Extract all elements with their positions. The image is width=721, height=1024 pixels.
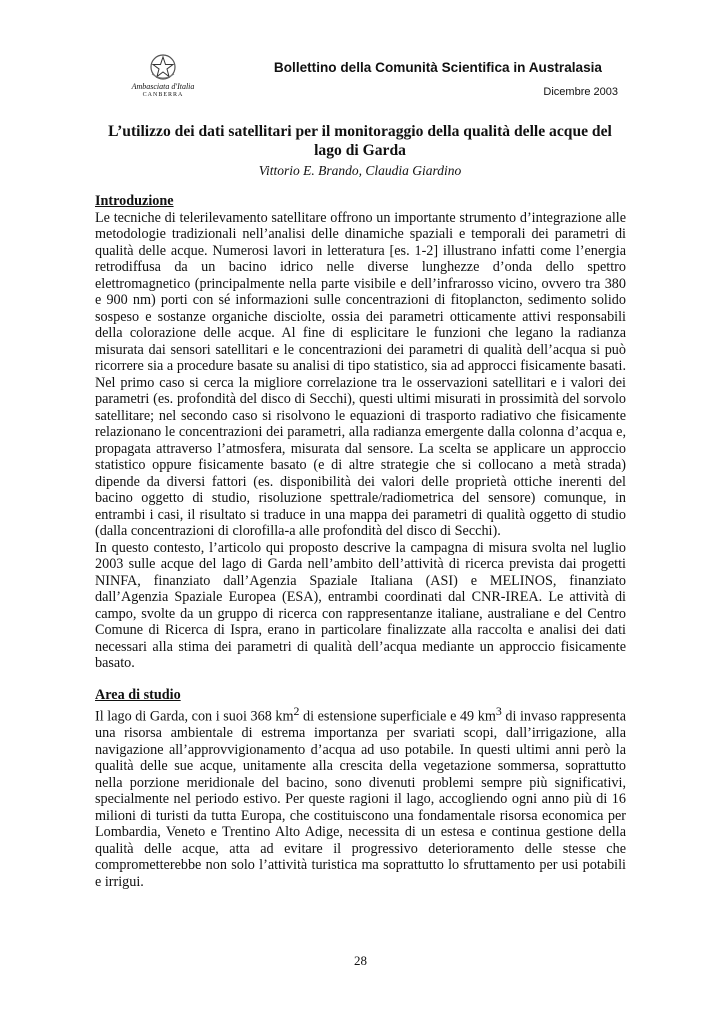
embassy-name: Ambasciata d'Italia — [131, 82, 195, 91]
article-title: L’utilizzo dei dati satellitari per il monitoraggio della qualità delle acque del lago di Garda — [108, 123, 612, 159]
italian-republic-emblem-icon — [148, 52, 178, 82]
study-area-text-1: Il lago di Garda, con i suoi 368 km — [95, 708, 294, 725]
intro-paragraph-2: In questo contesto, l’articolo qui proposto descrive la campagna di misura svolta nel luglio 2003 sulle acque del lago di Garda nell’ambito dell’attività di ricerca prevista dai progetti NINFA, finanziato dall’Agenzia Spaziale Italiana (ASI) e MELINOS, finanziato dall’Agenzia Spaziale Europea (ESA), entrambi coordinati dal CNR-IREA. Le attività di campo, svolte da un gruppo di ricerca con rappresentanze italiane, australiane e del Centro Comune di Ricerca di Ispra, erano in particolare finalizzate alla raccolta e analisi dei dati necessari alla stima dei parametri di qualità dell’acqua mediante un approccio fisicamente basato. — [95, 539, 626, 671]
embassy-emblem-block — [128, 52, 198, 99]
study-area-text-3: di invaso rappresenta una risorsa ambientale di estrema importanza per svariati scopi, dall’irrigazione, alla navigazione all’approvvigionamento d’acqua ad uso potabile. In questi ultimi anni però la qualità delle sue acque, unitamente alla crescita della vegetazione sommersa, soprattutto nella porzione meridionale del bacino, sono divenuti problemi sempre più significativi, specialmente nel periodo estivo. Per queste ragioni il lago, accogliendo ogni anno più di 16 milioni di turisti da tutta Europa, che costituiscono una fondamentale risorsa economica per Lombardia, Veneto e Trentino Alto Adige, necessita di un estesa e continua gestione della qualità delle acque, atta ad evitare il progressivo deterioramento delle stesse che comprometterebbe non solo l’attività turistica ma soprattutto lo sfruttamento per usi potabili e irrigui. — [95, 708, 626, 890]
study-area-paragraph — [95, 703, 626, 890]
section-heading-study-area: Area di studio — [95, 686, 181, 703]
section-heading-introduction: Introduzione — [95, 193, 174, 209]
issue-date: Dicembre 2003 — [543, 86, 618, 98]
page-number: 28 — [354, 953, 367, 968]
embassy-city: CANBERRA — [142, 92, 184, 98]
volume-exponent: 3 — [495, 704, 502, 718]
bulletin-title: Bollettino della Comunità Scientifica in Australasia — [273, 60, 602, 75]
article-authors: Vittorio E. Brando, Claudia Giardino — [258, 163, 462, 178]
article-body — [95, 193, 626, 890]
intro-paragraph-1: Le tecniche di telerilevamento satellitare offrono un importante strumento d’integrazione alle metodologie tradizionali nell’analisi delle dinamiche spaziali e temporali dei parametri di qualità delle acque. Numerosi lavori in letteratura [es. 1-2] illustrano infatti come l’energia retrodiffusa da un bacino idrico nelle diverse lunghezze d’onda dello spettro elettromagnetico (principalmente nella parte visibile e dell’infrarosso vicino, ovvero tra 380 e 900 nm) porti con sé informazioni sulle concentrazioni di fitoplancton, sedimento solido sospeso e sostanze organiche disciolte, ossia dei parametri otticamente attivi responsabili della colorazione delle acque. Al fine di esplicitare le funzioni che legano la radianza misurata dai sensori satellitari e le concentrazioni dei parametri di qualità dell’acqua si può ricorrere sia a procedure basate su analisi di tipo statistico, sia ad approcci fisicamente basati. Nel primo caso si cerca la migliore correlazione tra le osservazioni satellitari e i valori dei parametri (es. profondità del disco di Secchi), questi ultimi misurati in prossimità del sorvolo satellitare; nel secondo caso si risolvono le equazioni di trasporto radiativo che fisicamente relazionano le concentrazioni dei parametri, alla radianza emergente dalla colonna d’acqua e, propagata attraverso l’atmosfera, misurata dal sensore. La scelta se applicare un approccio statistico oppure fisicamente basato (e di altre strategie che si collocano a metà strada) dipende da diversi fattori (es. disponibilità dei valori delle proprietà ottiche inerenti del bacino oggetto di studio, risoluzione spettrale/radiometrica del sensore) comunque, in entrambi i casi, il risultato si traduce in una mappa dei parametri di qualità oggetto di studio (dalla concentrazioni di clorofilla-a alle profondità del disco di Secchi). — [95, 209, 626, 539]
study-area-text-2: di estensione superficiale e 49 km — [299, 708, 496, 725]
area-exponent: 2 — [293, 704, 300, 718]
section-spacer — [95, 672, 626, 687]
